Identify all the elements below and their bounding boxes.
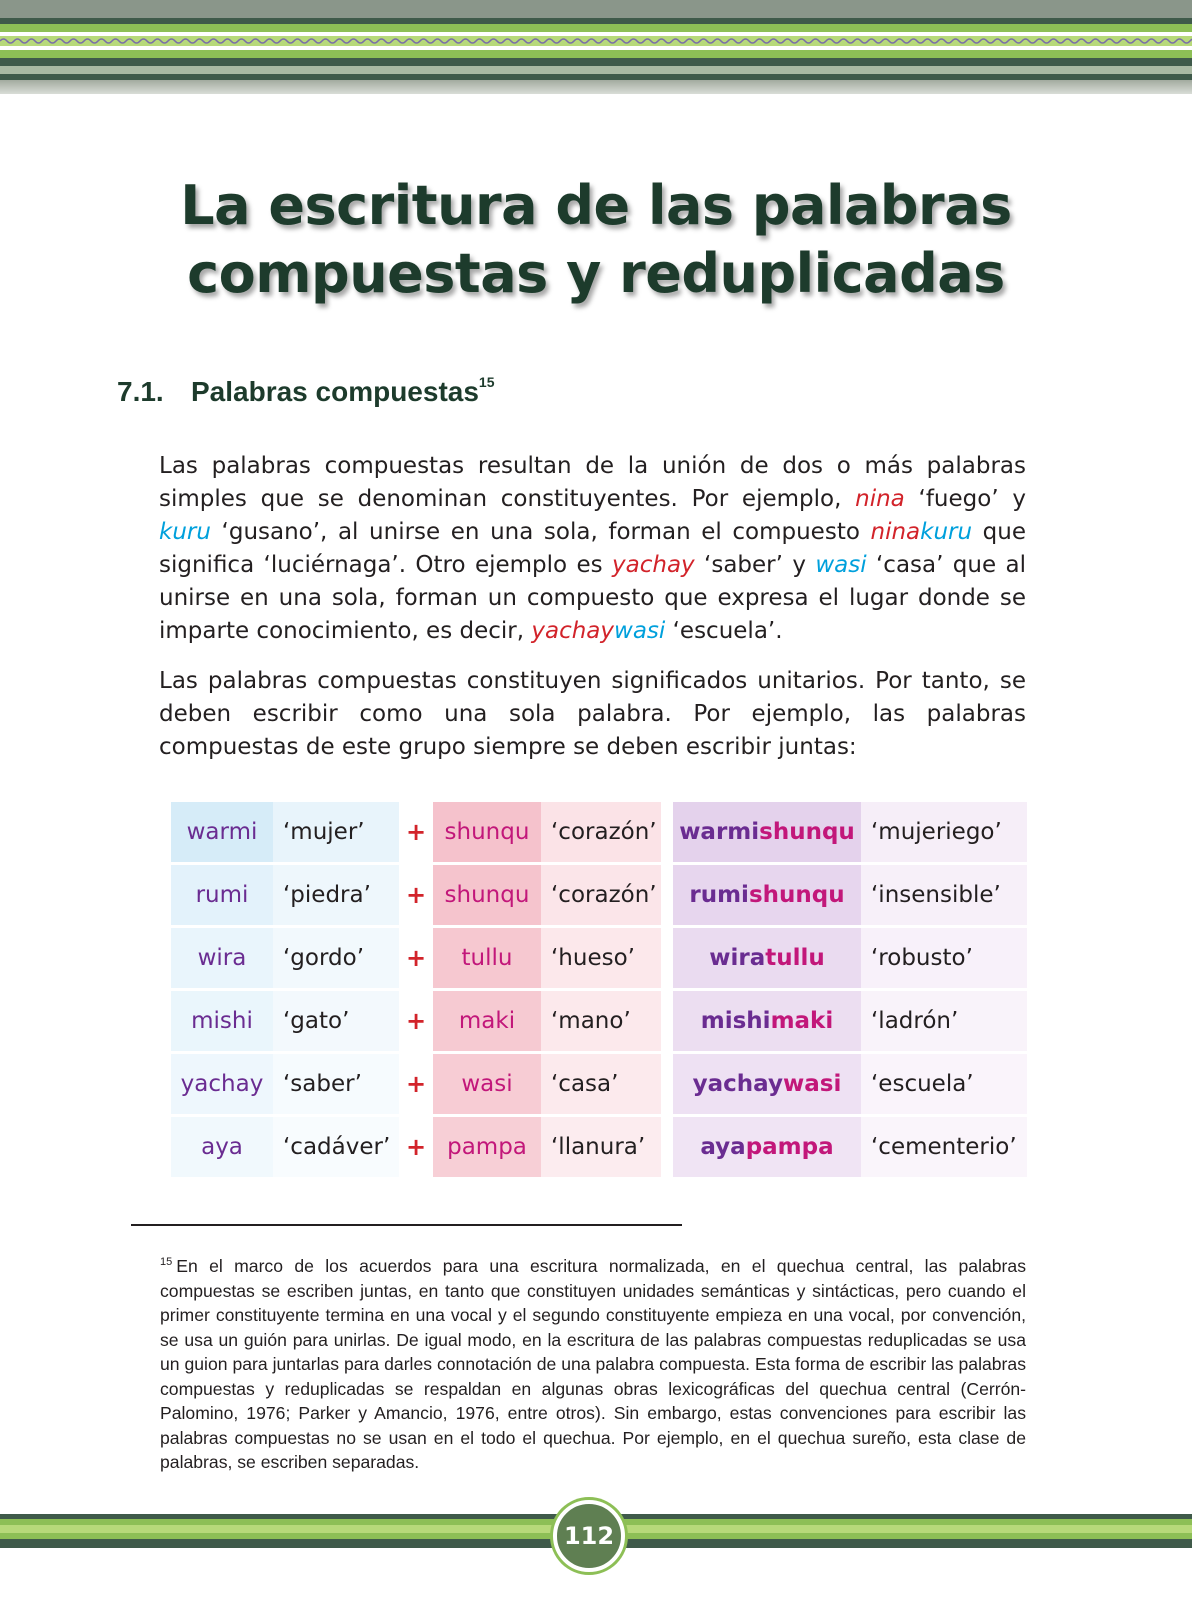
compound-gloss: ‘cementerio’ [861,1117,1027,1177]
first-gloss: ‘saber’ [273,1054,399,1114]
page-title [0,172,1192,308]
text: ‘casa’ que al unirse en una sola, forman un compuesto que expresa el lugar donde se imparte conocimiento, es decir, [159,552,1027,644]
compound-gloss: ‘ladrón’ [861,991,1027,1051]
page-number: 112 [553,1500,625,1572]
second-gloss: ‘mano’ [541,991,661,1051]
compound-part-2: pampa [745,1134,834,1160]
text: ‘escuela’. [665,618,783,644]
table-row [171,991,1041,1051]
section-number: 7.1. [117,376,164,407]
compound-part-1: wira [709,945,766,971]
compound-part-2: wasi [782,1071,842,1097]
second-constituent: wasi [433,1054,541,1114]
text: ‘fuego’ y [904,486,1026,512]
compound-gloss: ‘mujeriego’ [861,802,1027,862]
table-row [171,865,1041,925]
compound-part-2: shunqu [759,819,855,845]
plus-sign: + [405,881,427,909]
footnote [160,1250,1026,1475]
section-heading [117,374,495,408]
first-gloss: ‘gato’ [273,991,399,1051]
second-constituent: maki [433,991,541,1051]
footnote-text: En el marco de los acuerdos para una escritura normalizada, en el quechua central, las palabras compuestas se escriben juntas, en tanto que constituyen unidades semánticas y sintácticas, pero cuando el primer constituyente termina en una vocal y el segundo constituyente empieza en una vocal, por convención, se usa un guión para unirlas. De igual modo, en la escritura de las palabras compuestas reduplicadas se usa un guion para juntarlas para darles connotación de una palabra compuesta. Esta forma de escribir las palabras compuestas y reduplicadas se respaldan en algunas obras lexicográficas del quechua central (Cerrón-Palomino, 1976; Parker y Amancio, 1976, entre otros). Sin embargo, estas convenciones para escribir las palabras compuestas no se usan en el todo el quechua. Por ejemplo, en el quechua sureño, esta clase de palabras, se escriben separadas. [160,1256,1026,1472]
example-word: wasi [815,552,867,578]
second-constituent: tullu [433,928,541,988]
wave-pattern [0,36,1192,46]
compound-part-1: rumi [689,882,749,908]
second-gloss: ‘corazón’ [541,802,661,862]
compound-part-2: shunqu [748,882,845,908]
text: ‘gusano’, al unirse en una sola, forman el compuesto [210,519,871,545]
table-row [171,928,1041,988]
compound-word [673,928,861,988]
footnote-divider [131,1224,682,1226]
compound-part-1: yachay [692,1071,783,1097]
plus-sign: + [405,1007,427,1035]
compound-gloss: ‘insensible’ [861,865,1027,925]
first-constituent: yachay [171,1054,273,1114]
compound-part-2: tullu [765,945,825,971]
compound-gloss: ‘robusto’ [861,928,1027,988]
second-constituent: pampa [433,1117,541,1177]
first-constituent: mishi [171,991,273,1051]
first-gloss: ‘piedra’ [273,865,399,925]
first-constituent: rumi [171,865,273,925]
example-word: yachay [612,552,695,578]
title-line-2: compuestas y reduplicadas [187,242,1005,305]
plus-sign: + [405,1070,427,1098]
second-constituent: shunqu [433,865,541,925]
second-gloss: ‘llanura’ [541,1117,661,1177]
example-word: wasi [614,618,666,644]
example-word: nina [855,486,905,512]
compound-part-1: warmi [679,819,760,845]
paragraph-2: Las palabras compuestas constituyen significados unitarios. Por tanto, se deben escribir como una sola palabra. Por ejemplo, las palabras compuestas de este grupo siempre se deben escribir juntas: [159,668,1026,760]
footnote-number: 15 [160,1256,173,1268]
compound-part-2: maki [770,1008,834,1034]
second-gloss: ‘corazón’ [541,865,661,925]
first-constituent: warmi [171,802,273,862]
compound-word [673,1054,861,1114]
example-word: kuru [159,519,211,545]
table-row [171,1117,1041,1177]
second-constituent: shunqu [433,802,541,862]
compound-word [673,802,861,862]
table-row [171,802,1041,862]
text: ‘saber’ y [694,552,816,578]
second-gloss: ‘casa’ [541,1054,661,1114]
first-gloss: ‘cadáver’ [273,1117,399,1177]
first-constituent: aya [171,1117,273,1177]
footnote-ref: 15 [478,374,495,390]
text: que significa ‘luciérnaga’. Otro ejemplo es [159,519,1026,578]
plus-sign: + [405,1133,427,1161]
example-word: yachay [531,618,615,644]
compound-word [673,1117,861,1177]
compound-part-1: aya [700,1134,746,1160]
compound-word [673,865,861,925]
first-gloss: ‘mujer’ [273,802,399,862]
title-line-1: La escritura de las palabras [180,174,1012,237]
first-constituent: wira [171,928,273,988]
paragraph-1 [159,450,1026,648]
text: Las palabras compuestas resultan de la unión de dos o más palabras simples que se denominan constituyentes. Por ejemplo, [159,453,1026,512]
table-row [171,1054,1041,1114]
compound-word [673,991,861,1051]
compound-gloss: ‘escuela’ [861,1054,1027,1114]
plus-sign: + [405,944,427,972]
example-word: kuru [920,519,973,545]
compound-part-1: mishi [700,1008,771,1034]
top-decorative-band [0,0,1192,94]
section-title: Palabras compuestas [191,376,479,407]
first-gloss: ‘gordo’ [273,928,399,988]
second-gloss: ‘hueso’ [541,928,661,988]
example-word: nina [870,519,921,545]
plus-sign: + [405,818,427,846]
